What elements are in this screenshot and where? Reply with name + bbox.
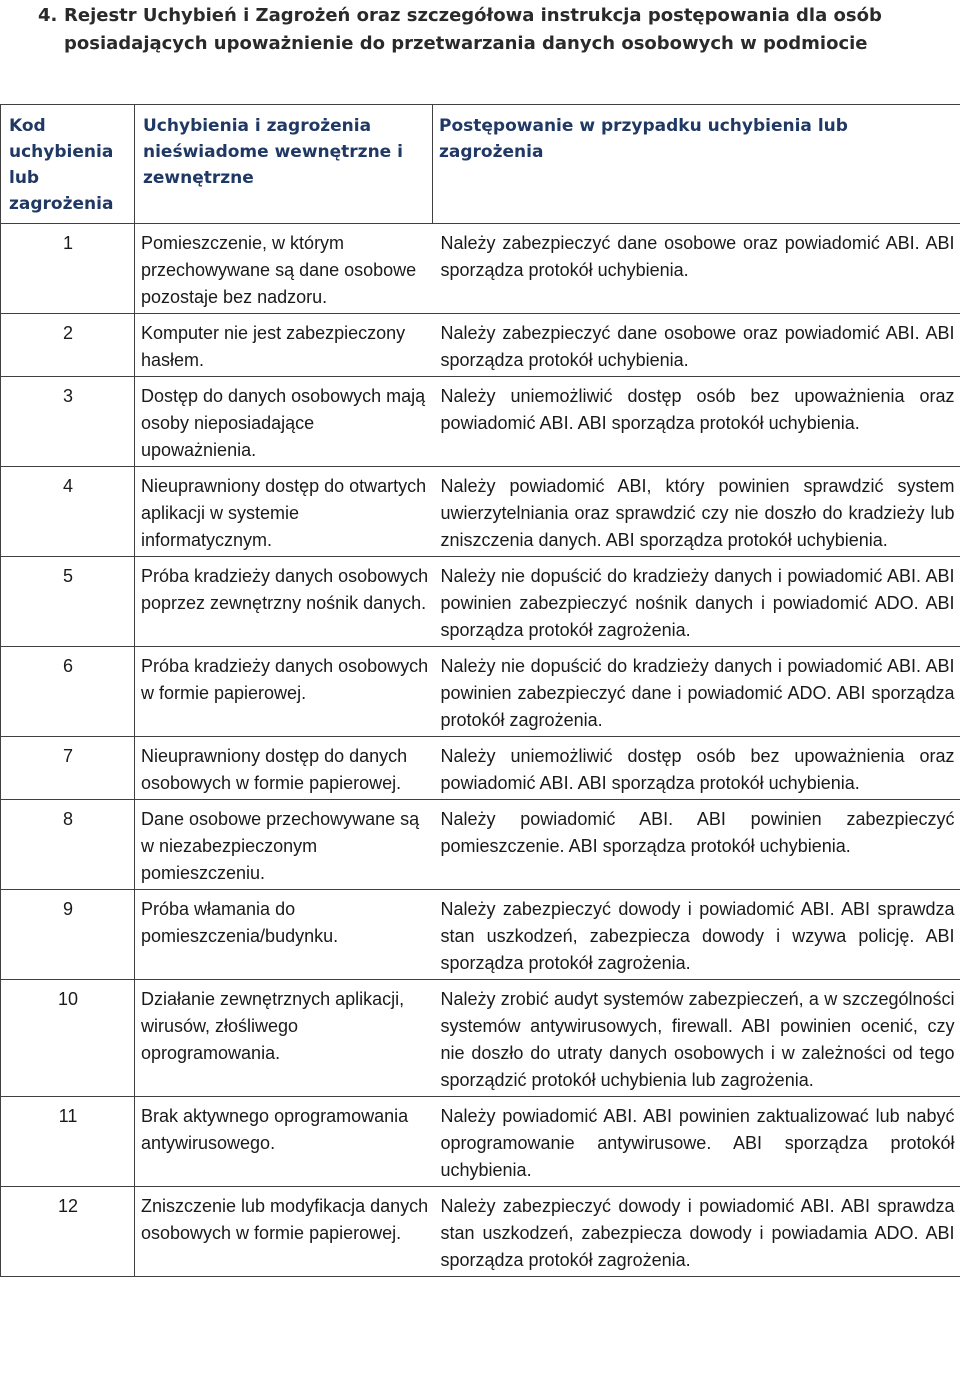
table-row <box>1 980 960 1097</box>
row-description: Dostęp do danych osobowych mają osoby nieposiadające upoważnienia. <box>135 377 433 467</box>
table-row <box>1 737 960 800</box>
table-row <box>1 890 960 980</box>
row-description: Próba kradzieży danych osobowych w formie papierowej. <box>135 647 433 737</box>
row-procedure: Należy powiadomić ABI. ABI powinien zaktualizować lub nabyć oprogramowanie antywirusowe. ABI sporządza protokół uchybienia. <box>433 1097 960 1187</box>
table-row <box>1 224 960 314</box>
row-code: 11 <box>58 1106 78 1126</box>
row-procedure: Należy uniemożliwić dostęp osób bez upoważnienia oraz powiadomić ABI. ABI sporządza protokół uchybienia. <box>433 377 960 467</box>
row-description: Nieuprawniony dostęp do otwartych aplikacji w systemie informatycznym. <box>135 467 433 557</box>
row-description: Brak aktywnego oprogramowania antywirusowego. <box>135 1097 433 1187</box>
row-code: 9 <box>62 899 73 919</box>
row-procedure: Należy zabezpieczyć dowody i powiadomić ABI. ABI sprawdza stan uszkodzeń, zabezpiecza dowody i wzywa policję. ABI sporządza protokół zagrożenia. <box>433 890 960 980</box>
row-code: 3 <box>62 386 73 406</box>
row-code: 8 <box>62 809 73 829</box>
row-procedure: Należy powiadomić ABI. ABI powinien zabezpieczyć pomieszczenie. ABI sporządza protokół uchybienia. <box>433 800 960 890</box>
header-code: Kod uchybienia lub zagrożenia <box>1 105 135 224</box>
row-code: 12 <box>57 1196 79 1216</box>
row-procedure: Należy zabezpieczyć dowody i powiadomić ABI. ABI sprawdza stan uszkodzeń, zabezpiecza dowody i powiadamia ADO. ABI sporządza protokół zagrożenia. <box>433 1187 960 1277</box>
row-description: Zniszczenie lub modyfikacja danych osobowych w formie papierowej. <box>135 1187 433 1277</box>
row-description: Dane osobowe przechowywane są w niezabezpieczonym pomieszczeniu. <box>135 800 433 890</box>
row-code: 2 <box>62 323 73 343</box>
table-header-row <box>1 105 960 224</box>
section-heading <box>38 2 948 58</box>
row-description: Próba włamania do pomieszczenia/budynku. <box>135 890 433 980</box>
row-code: 5 <box>62 566 73 586</box>
table-row <box>1 467 960 557</box>
row-procedure: Należy uniemożliwić dostęp osób bez upoważnienia oraz powiadomić ABI. ABI sporządza protokół uchybienia. <box>433 737 960 800</box>
header-procedure: Postępowanie w przypadku uchybienia lub zagrożenia <box>433 105 960 224</box>
table-row <box>1 314 960 377</box>
section-title: Rejestr Uchybień i Zagrożeń oraz szczegółowa instrukcja postępowania dla osób posiadających upoważnienie do przetwarzania danych osobowych w podmiocie <box>64 5 882 54</box>
row-code: 4 <box>62 476 73 496</box>
row-code: 10 <box>57 989 79 1009</box>
row-code: 1 <box>62 233 73 253</box>
row-code: 7 <box>62 746 73 766</box>
row-procedure: Należy nie dopuścić do kradzieży danych i powiadomić ABI. ABI powinien zabezpieczyć dane i powiadomić ADO. ABI sporządza protokół zagrożenia. <box>433 647 960 737</box>
row-code: 6 <box>62 656 73 676</box>
row-procedure: Należy zrobić audyt systemów zabezpieczeń, a w szczególności systemów antywirusowych, firewall. ABI powinien ocenić, czy nie doszło do utraty danych osobowych i w zależności od tego sporządzić protokół uchybienia lub zagrożenia. <box>433 980 960 1097</box>
row-procedure: Należy powiadomić ABI, który powinien sprawdzić system uwierzytelniania oraz sprawdzić czy nie doszło do kradzieży lub zniszczenia danych. ABI sporządza protokół uchybienia. <box>433 467 960 557</box>
table-row <box>1 377 960 467</box>
header-description: Uchybienia i zagrożenia nieświadome wewnętrzne i zewnętrzne <box>135 105 433 224</box>
section-number: 4. <box>38 5 58 26</box>
table-row <box>1 1187 960 1277</box>
row-procedure: Należy zabezpieczyć dane osobowe oraz powiadomić ABI. ABI sporządza protokół uchybienia. <box>433 314 960 377</box>
table-row <box>1 800 960 890</box>
row-description: Komputer nie jest zabezpieczony hasłem. <box>135 314 433 377</box>
incident-register-table <box>0 104 960 1277</box>
table-row <box>1 557 960 647</box>
row-procedure: Należy nie dopuścić do kradzieży danych i powiadomić ABI. ABI powinien zabezpieczyć nośnik danych i powiadomić ADO. ABI sporządza protokół zagrożenia. <box>433 557 960 647</box>
table-row <box>1 647 960 737</box>
row-description: Działanie zewnętrznych aplikacji, wirusów, złośliwego oprogramowania. <box>135 980 433 1097</box>
row-description: Nieuprawniony dostęp do danych osobowych w formie papierowej. <box>135 737 433 800</box>
row-description: Pomieszczenie, w którym przechowywane są dane osobowe pozostaje bez nadzoru. <box>135 224 433 314</box>
row-procedure: Należy zabezpieczyć dane osobowe oraz powiadomić ABI. ABI sporządza protokół uchybienia. <box>433 224 960 314</box>
table-row <box>1 1097 960 1187</box>
row-description: Próba kradzieży danych osobowych poprzez zewnętrzny nośnik danych. <box>135 557 433 647</box>
